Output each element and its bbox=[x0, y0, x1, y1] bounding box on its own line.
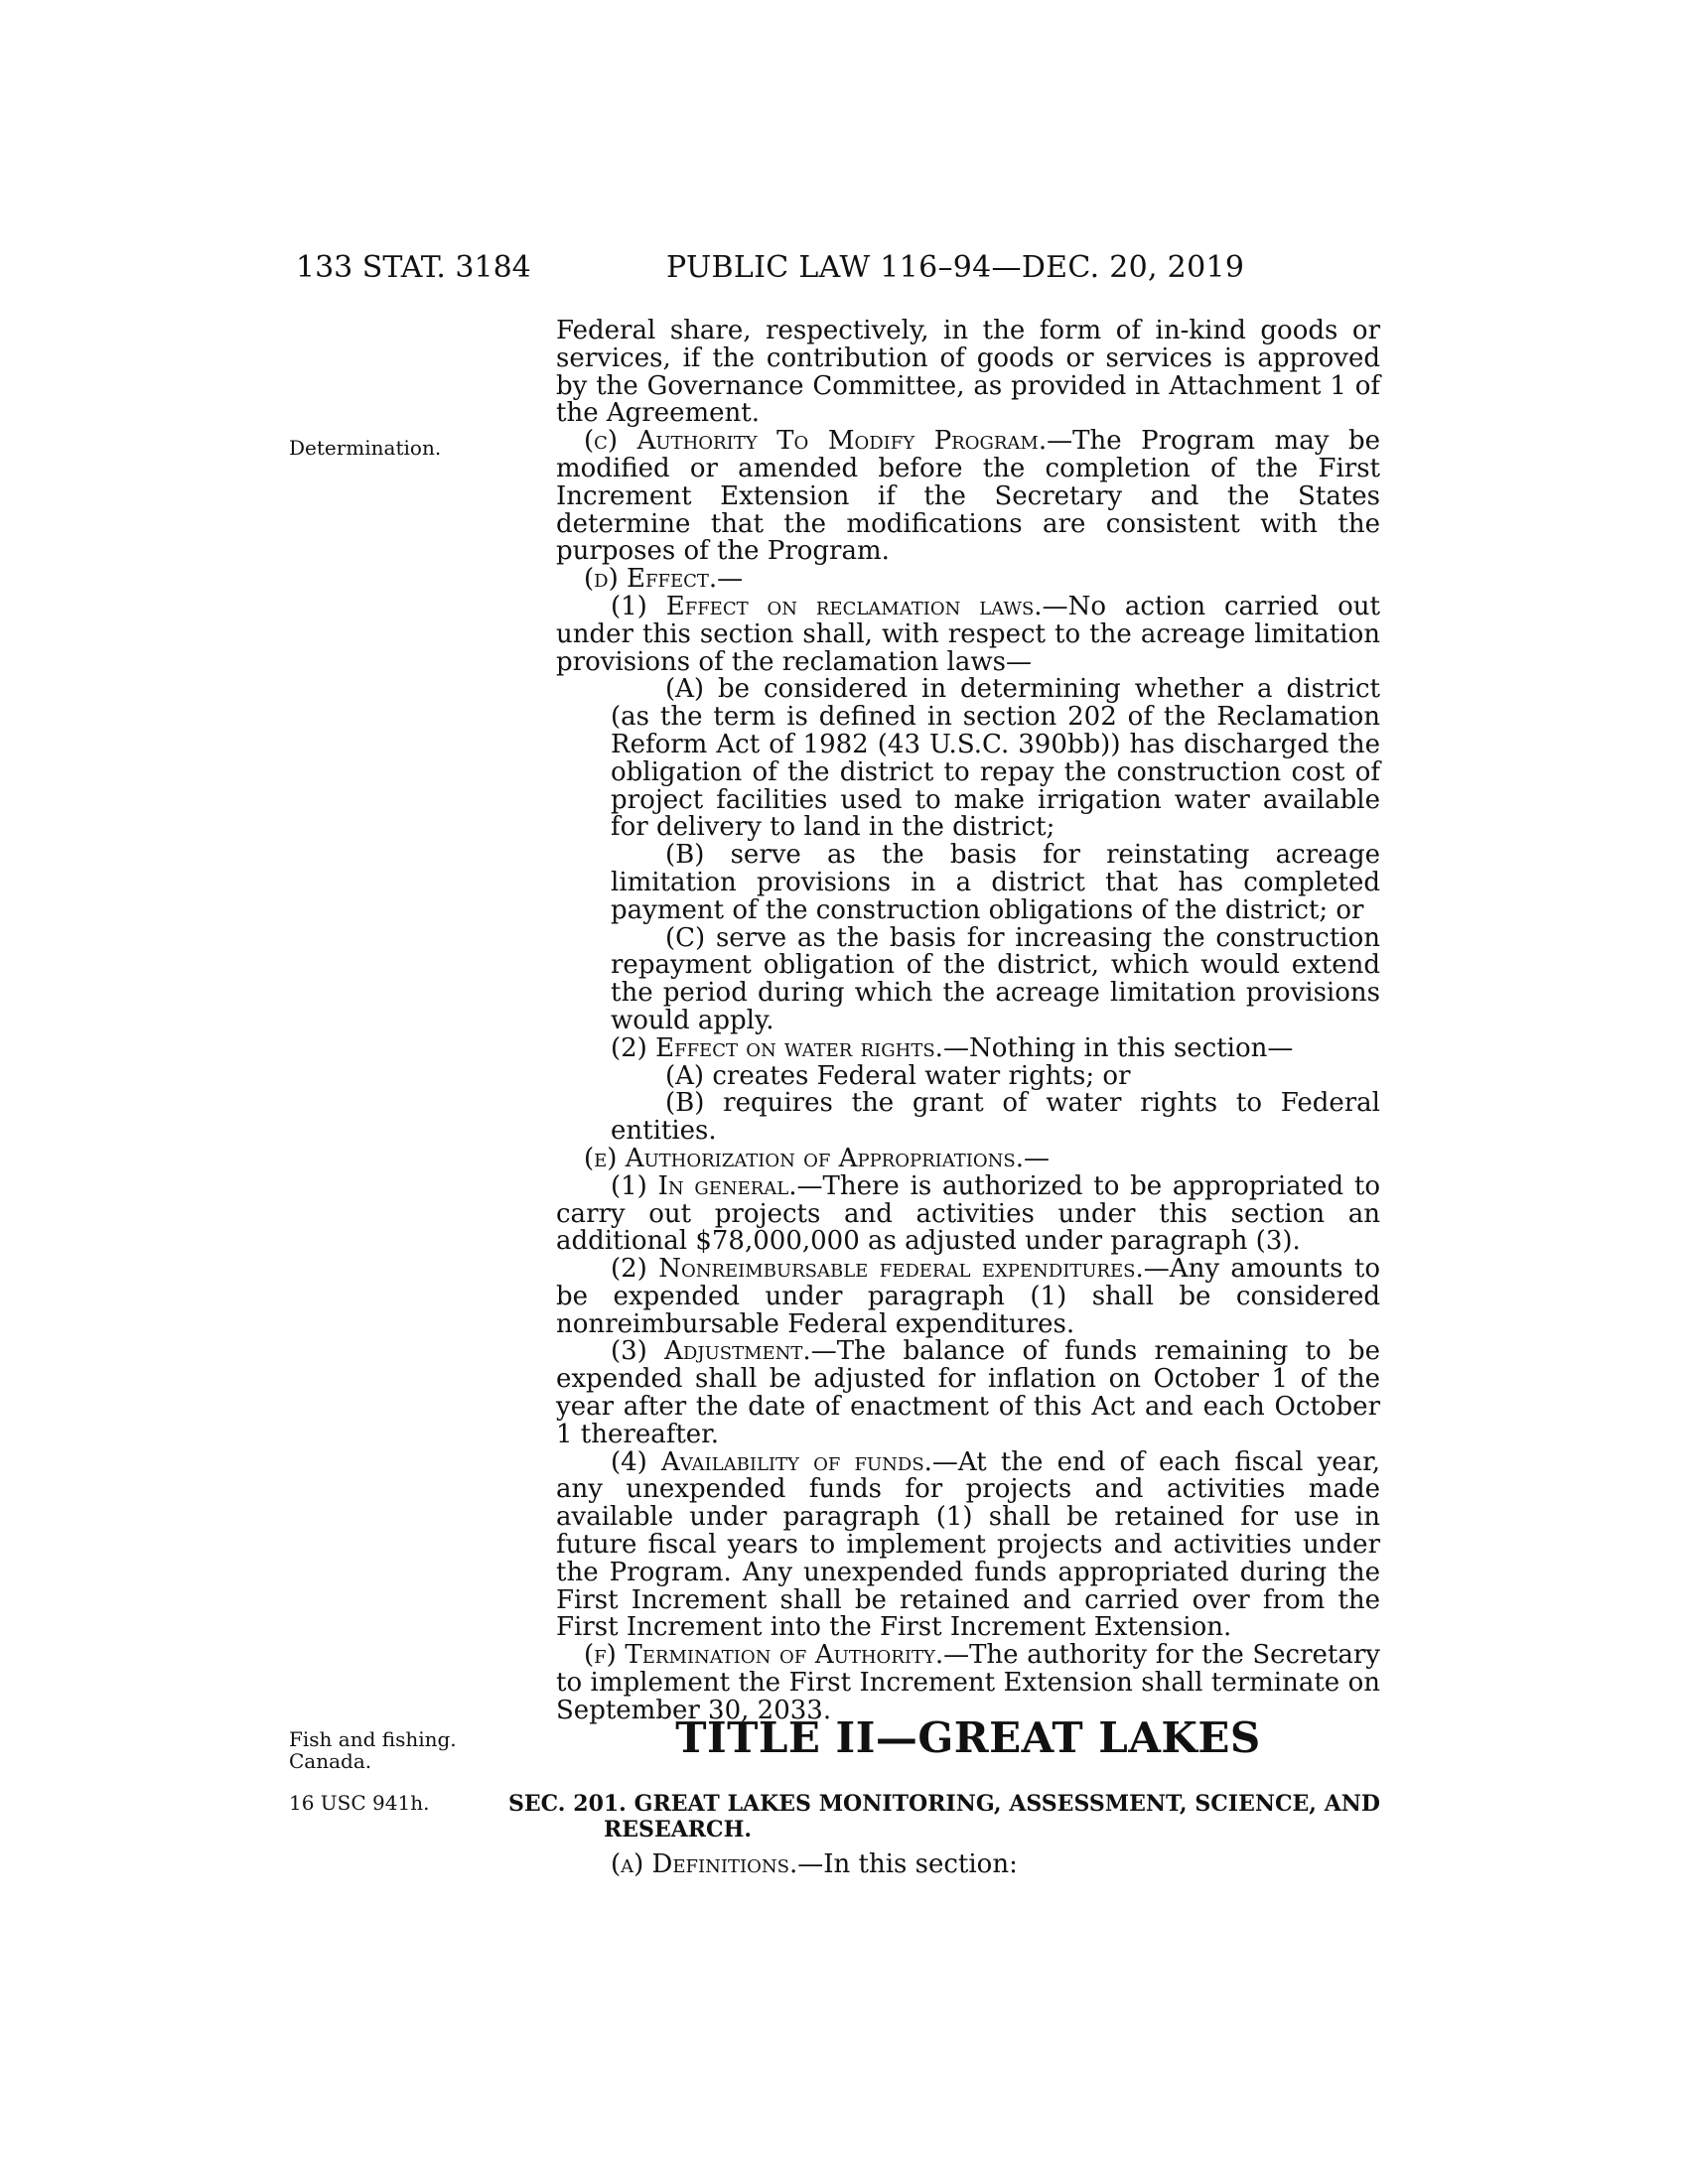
subparagraph-d2b: (B) requires the grant of water rights to Federal entities. bbox=[611, 1088, 1380, 1147]
subparagraph-d1b: (B) serve as the basis for reinstating acreage limitation provisions in a district that has completed payment of the construction obligations of the district; or bbox=[611, 840, 1380, 925]
paragraph-d2-text: —Nothing in this section— bbox=[942, 1032, 1294, 1063]
margin-note-topics bbox=[289, 1728, 457, 1772]
paragraph-e4-text: —At the end of each fiscal year, any unexpended funds for projects and activities made available under paragraph (1) shall be retained for use in future fiscal years to implement projects and activities under the Program. Any unexpended funds appropriated during the First Increment shall be retained and carried over from the First Increment into the First Increment Extension. bbox=[556, 1446, 1380, 1643]
section-201-heading: SEC. 201. GREAT LAKES MONITORING, ASSESSMENT, SCIENCE, AND RESEARCH. bbox=[508, 1791, 1380, 1843]
subsection-f-text: —The authority for the Secretary to implement the First Increment Extension shall terminate on September 30, 2033. bbox=[556, 1640, 1380, 1725]
paragraph-e2 bbox=[556, 1256, 1380, 1338]
definitions bbox=[556, 1849, 1380, 1879]
paragraph-e3-text: —The balance of funds remaining to be expended shall be adjusted for inflation on October 1 of the year after the date of enactment of this Act and each October 1 thereafter. bbox=[556, 1336, 1380, 1449]
paragraph-e2-text: —Any amounts to be expended under paragraph (1) shall be considered nonreimbursable Federal expenditures. bbox=[556, 1254, 1380, 1339]
subparagraph-d2a: (A) creates Federal water rights; or bbox=[665, 1060, 1131, 1091]
margin-note-canada: Canada. bbox=[289, 1749, 372, 1773]
paragraph-d2-heading: (2) Effect on water rights. bbox=[611, 1032, 943, 1063]
running-header bbox=[0, 250, 1688, 290]
paragraph-d1-heading: (1) Effect on reclamation laws. bbox=[611, 591, 1043, 621]
subsection-c bbox=[556, 428, 1380, 566]
paragraph-d2 bbox=[556, 1032, 1380, 1063]
title-heading: TITLE II—GREAT LAKES bbox=[675, 1713, 1261, 1762]
margin-note-determination: Determination. bbox=[289, 436, 442, 460]
paragraph-e4-heading: (4) Availability of funds. bbox=[611, 1446, 932, 1477]
definitions-text: —In this section: bbox=[797, 1849, 1018, 1879]
paragraph-e2-heading: (2) Nonreimbursable federal expenditures. bbox=[611, 1254, 1144, 1285]
subsection-e-heading: (e) Authorization of Appropriations. bbox=[584, 1143, 1024, 1173]
subparagraph-d1c: (C) serve as the basis for increasing the construction repayment obligation of the district, which would extend the period during which the acreage limitation provisions would apply. bbox=[611, 922, 1380, 1035]
public-law-citation: PUBLIC LAW 116–94—DEC. 20, 2019 bbox=[666, 250, 1245, 285]
definitions-line bbox=[556, 1849, 1380, 1879]
subparagraph-d1a: (A) be considered in determining whether a district (as the term is defined in section 202 of the Reclamation Reform Act of 1982 (43 U.S.C. 390bb)) has discharged the obligation of the district to repay the construction cost of project facilities used to make irrigation water available for delivery to land in the district; bbox=[611, 674, 1380, 843]
subsection-f-heading: (f) Termination of Authority. bbox=[584, 1640, 944, 1671]
paragraph-e3 bbox=[556, 1338, 1380, 1448]
subsection-c-heading: (c) Authority To Modify Program. bbox=[584, 426, 1048, 457]
subsection-d bbox=[556, 566, 1380, 594]
paragraph-d1 bbox=[556, 591, 1380, 677]
subsection-d-heading: (d) Effect. bbox=[584, 564, 718, 595]
subsection-e bbox=[556, 1143, 1380, 1173]
subsection-e-text: — bbox=[1024, 1143, 1050, 1173]
definitions-heading: (a) Definitions. bbox=[611, 1849, 798, 1879]
paragraph-e1-text: —There is authorized to be appropriated to carry out projects and activities under this section an additional $78,000,000 as adjusted under paragraph (3). bbox=[556, 1170, 1380, 1257]
stat-page-number: 133 STAT. 3184 bbox=[296, 250, 531, 285]
statute-body bbox=[556, 318, 1380, 1725]
paragraph-d1-text: —No action carried out under this section shall, with respect to the acreage limitation provisions of the reclamation laws— bbox=[556, 591, 1380, 677]
subsection-d-text: — bbox=[717, 564, 744, 595]
paragraph-e3-heading: (3) Adjustment. bbox=[611, 1336, 811, 1367]
paragraph-e4 bbox=[556, 1446, 1380, 1643]
paragraph-e1 bbox=[556, 1170, 1380, 1257]
paragraph-e1-heading: (1) In general. bbox=[611, 1170, 797, 1201]
margin-note-usc: 16 USC 941h. bbox=[289, 1791, 430, 1815]
paragraph-continuation: Federal share, respectively, in the form of in-kind goods or services, if the contribution of goods or services is approved by the Governance Committee, as provided in Attachment 1 of the Agreement. bbox=[556, 316, 1380, 429]
margin-note-fish-fishing: Fish and fishing. bbox=[289, 1727, 457, 1751]
section-heading bbox=[508, 1791, 1380, 1843]
subsection-c-text: —The Program may be modified or amended before the completion of the First Increment Extension if the Secretary and the States determine that the modifications are consistent with the purposes of the Program. bbox=[556, 426, 1380, 567]
